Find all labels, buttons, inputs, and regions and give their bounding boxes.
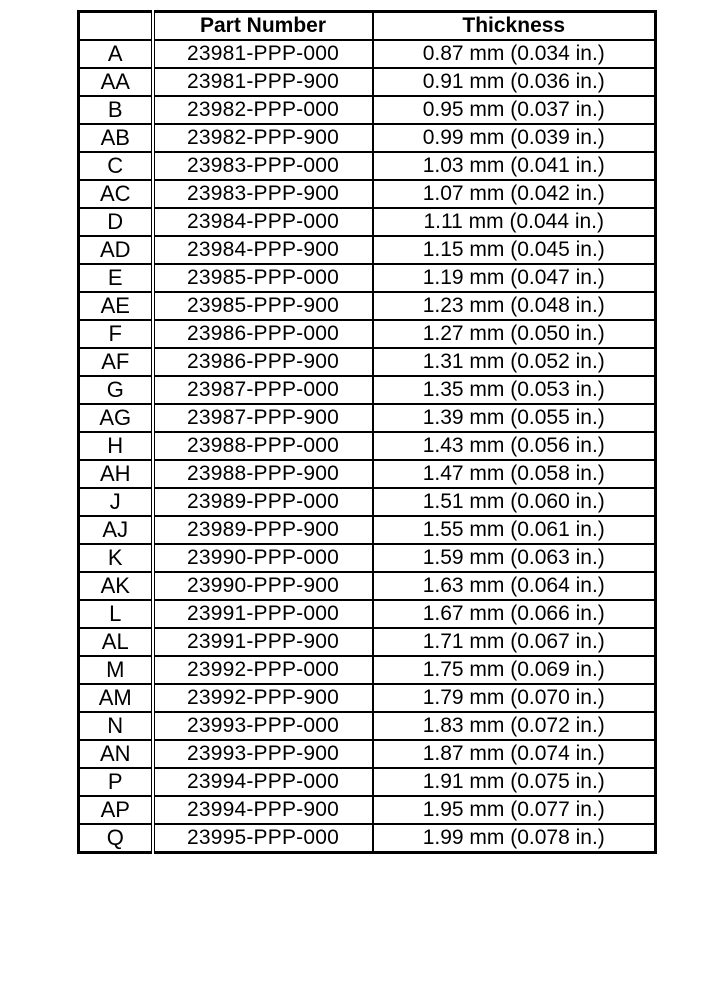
cell-thickness: 1.75 mm (0.069 in.): [373, 656, 656, 684]
table-row: [79, 96, 656, 124]
cell-thickness: 1.47 mm (0.058 in.): [373, 460, 656, 488]
table-row: [79, 768, 656, 796]
cell-part-number: 23982-PPP-000: [153, 96, 373, 124]
cell-part-number: 23981-PPP-900: [153, 68, 373, 96]
cell-part-number: 23984-PPP-000: [153, 208, 373, 236]
cell-code: J: [79, 488, 153, 516]
cell-part-number: 23991-PPP-000: [153, 600, 373, 628]
cell-part-number: 23990-PPP-900: [153, 572, 373, 600]
shim-thickness-table: [77, 10, 657, 854]
table-row: [79, 516, 656, 544]
cell-part-number: 23992-PPP-900: [153, 684, 373, 712]
cell-part-number: 23986-PPP-000: [153, 320, 373, 348]
table-row: [79, 264, 656, 292]
table-row: [79, 208, 656, 236]
cell-thickness: 1.95 mm (0.077 in.): [373, 796, 656, 824]
cell-part-number: 23992-PPP-000: [153, 656, 373, 684]
cell-part-number: 23983-PPP-900: [153, 180, 373, 208]
cell-thickness: 0.91 mm (0.036 in.): [373, 68, 656, 96]
header-thickness: Thickness: [373, 12, 656, 41]
cell-thickness: 1.39 mm (0.055 in.): [373, 404, 656, 432]
cell-part-number: 23987-PPP-900: [153, 404, 373, 432]
cell-thickness: 1.31 mm (0.052 in.): [373, 348, 656, 376]
cell-thickness: 1.59 mm (0.063 in.): [373, 544, 656, 572]
cell-part-number: 23987-PPP-000: [153, 376, 373, 404]
table-row: [79, 348, 656, 376]
table-row: [79, 544, 656, 572]
cell-part-number: 23995-PPP-000: [153, 824, 373, 853]
cell-part-number: 23982-PPP-900: [153, 124, 373, 152]
cell-code: M: [79, 656, 153, 684]
cell-thickness: 0.87 mm (0.034 in.): [373, 40, 656, 68]
cell-part-number: 23989-PPP-900: [153, 516, 373, 544]
cell-code: P: [79, 768, 153, 796]
cell-thickness: 1.91 mm (0.075 in.): [373, 768, 656, 796]
cell-code: AM: [79, 684, 153, 712]
cell-thickness: 1.71 mm (0.067 in.): [373, 628, 656, 656]
cell-code: AC: [79, 180, 153, 208]
table-row: [79, 488, 656, 516]
table-row: [79, 292, 656, 320]
cell-code: AA: [79, 68, 153, 96]
cell-thickness: 1.27 mm (0.050 in.): [373, 320, 656, 348]
cell-code: D: [79, 208, 153, 236]
cell-thickness: 1.11 mm (0.044 in.): [373, 208, 656, 236]
cell-part-number: 23983-PPP-000: [153, 152, 373, 180]
cell-thickness: 0.95 mm (0.037 in.): [373, 96, 656, 124]
cell-code: H: [79, 432, 153, 460]
cell-part-number: 23981-PPP-000: [153, 40, 373, 68]
cell-part-number: 23994-PPP-000: [153, 768, 373, 796]
table-row: [79, 320, 656, 348]
cell-thickness: 1.99 mm (0.078 in.): [373, 824, 656, 853]
cell-code: AK: [79, 572, 153, 600]
cell-part-number: 23993-PPP-000: [153, 712, 373, 740]
cell-part-number: 23991-PPP-900: [153, 628, 373, 656]
cell-code: AJ: [79, 516, 153, 544]
cell-thickness: 1.19 mm (0.047 in.): [373, 264, 656, 292]
table-row: [79, 68, 656, 96]
cell-thickness: 1.03 mm (0.041 in.): [373, 152, 656, 180]
table-row: [79, 180, 656, 208]
table-row: [79, 236, 656, 264]
table-row: [79, 40, 656, 68]
table-row: [79, 684, 656, 712]
table-row: [79, 628, 656, 656]
cell-code: Q: [79, 824, 153, 853]
table-row: [79, 124, 656, 152]
header-row: [79, 12, 656, 41]
cell-code: A: [79, 40, 153, 68]
cell-code: G: [79, 376, 153, 404]
cell-part-number: 23988-PPP-900: [153, 460, 373, 488]
table-row: [79, 432, 656, 460]
table-row: [79, 796, 656, 824]
cell-thickness: 1.23 mm (0.048 in.): [373, 292, 656, 320]
table-row: [79, 572, 656, 600]
cell-code: AN: [79, 740, 153, 768]
cell-code: AF: [79, 348, 153, 376]
cell-part-number: 23985-PPP-000: [153, 264, 373, 292]
cell-code: F: [79, 320, 153, 348]
header-part-number: Part Number: [153, 12, 373, 41]
cell-code: K: [79, 544, 153, 572]
table-row: [79, 824, 656, 853]
cell-part-number: 23986-PPP-900: [153, 348, 373, 376]
cell-code: C: [79, 152, 153, 180]
table-row: [79, 404, 656, 432]
table-row: [79, 600, 656, 628]
cell-part-number: 23988-PPP-000: [153, 432, 373, 460]
cell-thickness: 1.07 mm (0.042 in.): [373, 180, 656, 208]
cell-thickness: 1.83 mm (0.072 in.): [373, 712, 656, 740]
table-row: [79, 460, 656, 488]
cell-code: AG: [79, 404, 153, 432]
cell-code: L: [79, 600, 153, 628]
cell-part-number: 23994-PPP-900: [153, 796, 373, 824]
cell-thickness: 1.55 mm (0.061 in.): [373, 516, 656, 544]
cell-code: AB: [79, 124, 153, 152]
table-row: [79, 376, 656, 404]
cell-part-number: 23985-PPP-900: [153, 292, 373, 320]
cell-code: AD: [79, 236, 153, 264]
table-row: [79, 712, 656, 740]
cell-part-number: 23993-PPP-900: [153, 740, 373, 768]
cell-code: AP: [79, 796, 153, 824]
table-row: [79, 740, 656, 768]
cell-code: E: [79, 264, 153, 292]
cell-code: N: [79, 712, 153, 740]
cell-code: B: [79, 96, 153, 124]
shim-table-sheet: [77, 10, 654, 854]
cell-thickness: 1.35 mm (0.053 in.): [373, 376, 656, 404]
cell-code: AH: [79, 460, 153, 488]
table-row: [79, 152, 656, 180]
cell-part-number: 23989-PPP-000: [153, 488, 373, 516]
cell-thickness: 1.15 mm (0.045 in.): [373, 236, 656, 264]
cell-code: AE: [79, 292, 153, 320]
cell-thickness: 1.67 mm (0.066 in.): [373, 600, 656, 628]
table-header: [79, 12, 656, 41]
cell-thickness: 1.79 mm (0.070 in.): [373, 684, 656, 712]
cell-part-number: 23984-PPP-900: [153, 236, 373, 264]
table-body: [79, 40, 656, 853]
cell-thickness: 0.99 mm (0.039 in.): [373, 124, 656, 152]
cell-part-number: 23990-PPP-000: [153, 544, 373, 572]
table-row: [79, 656, 656, 684]
header-code: [79, 12, 153, 41]
cell-thickness: 1.87 mm (0.074 in.): [373, 740, 656, 768]
cell-code: AL: [79, 628, 153, 656]
cell-thickness: 1.63 mm (0.064 in.): [373, 572, 656, 600]
cell-thickness: 1.51 mm (0.060 in.): [373, 488, 656, 516]
cell-thickness: 1.43 mm (0.056 in.): [373, 432, 656, 460]
